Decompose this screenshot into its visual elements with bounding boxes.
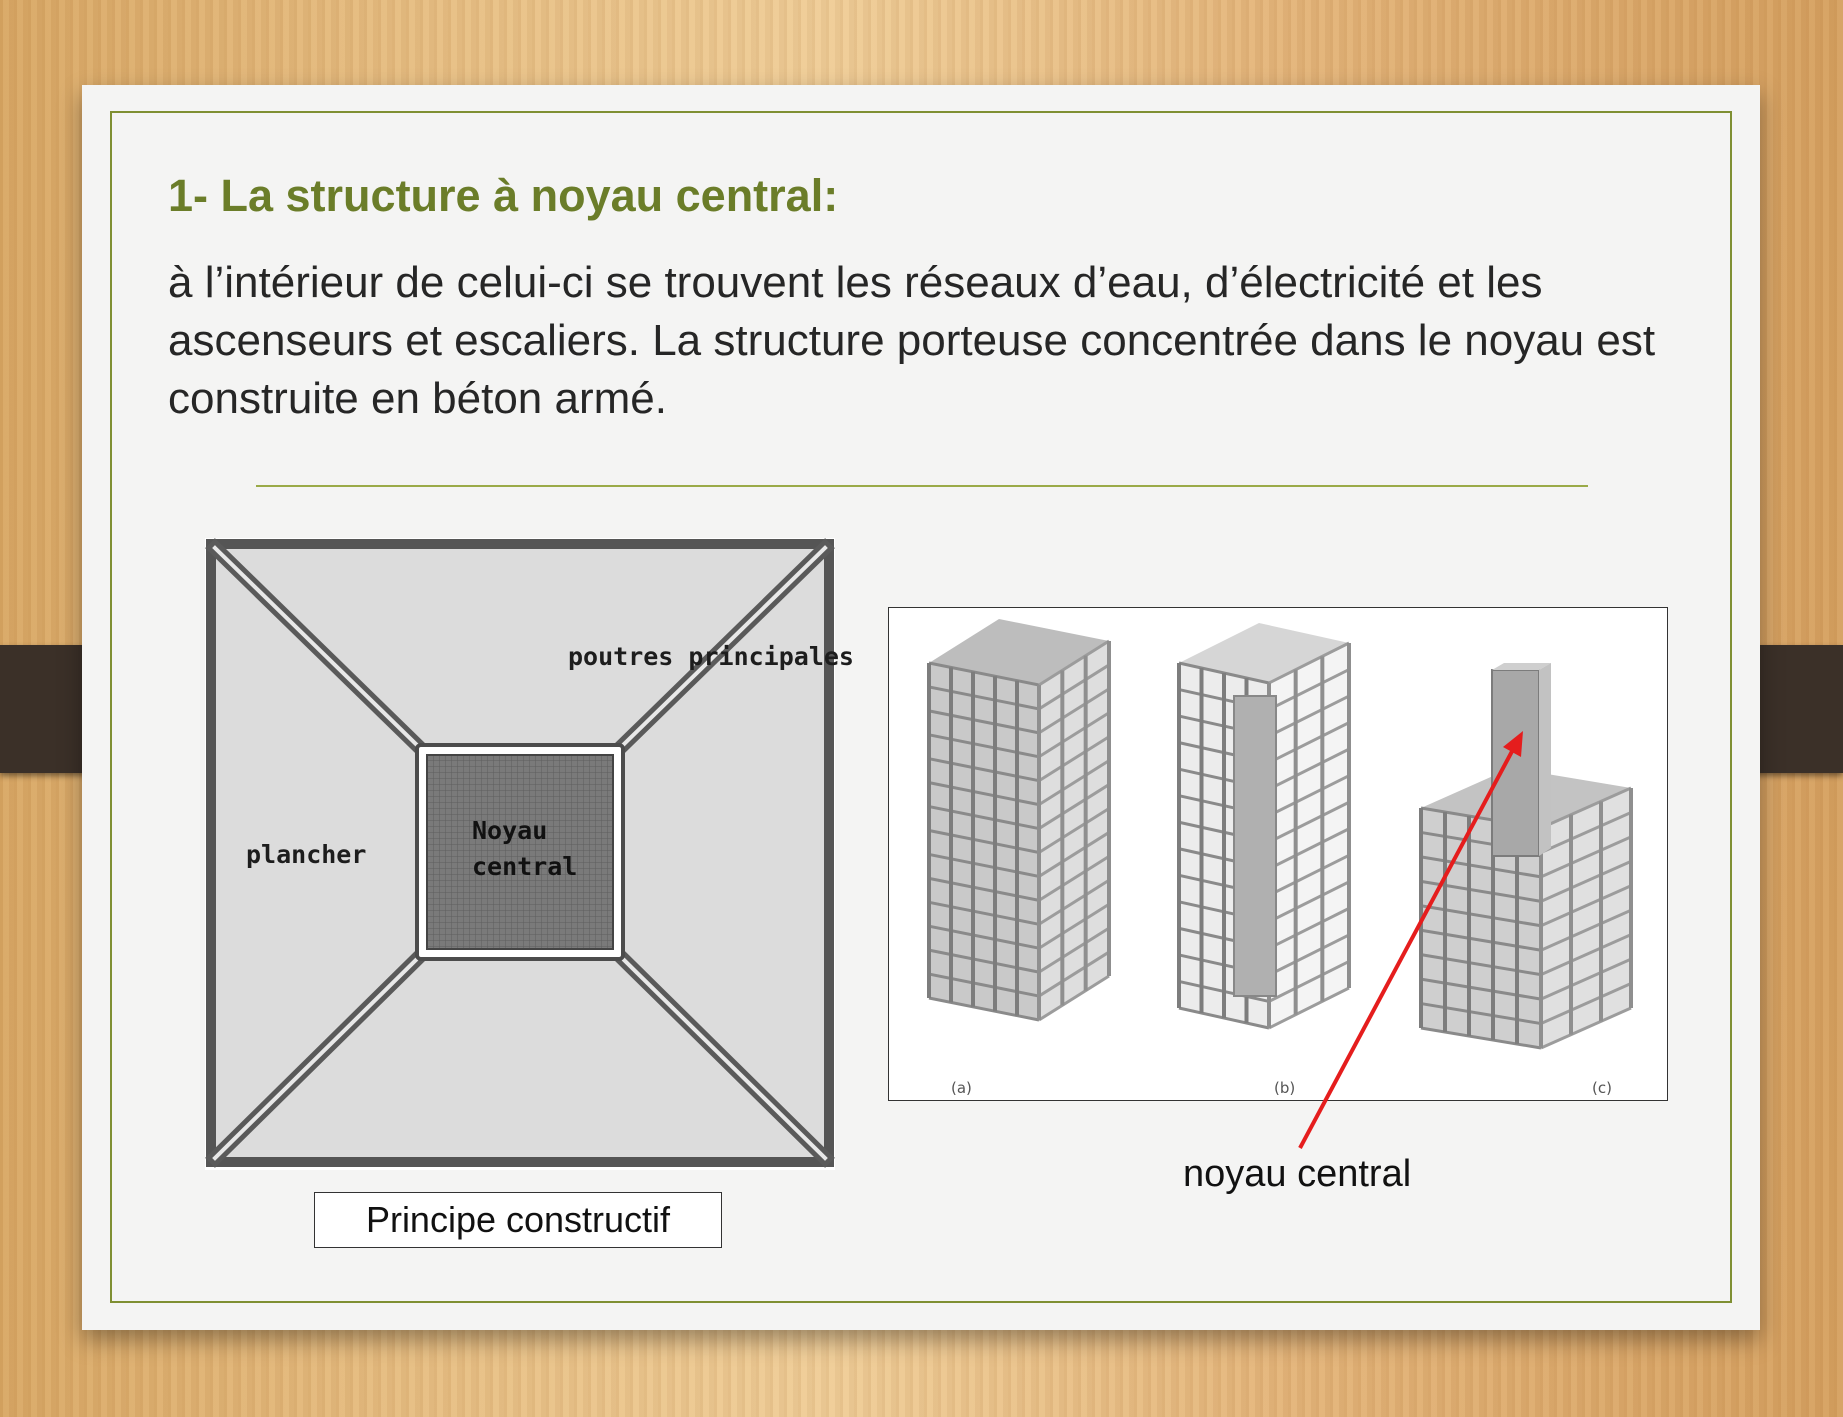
divider-rule (256, 485, 1588, 487)
panel-label-a: (a) (951, 1079, 972, 1097)
plan-caption: Principe constructif (314, 1192, 722, 1248)
floor-label: plancher (246, 840, 367, 869)
central-core-c-side (1539, 663, 1551, 856)
panel-label-c: (c) (1592, 1079, 1612, 1097)
core-wall-b (1234, 696, 1276, 996)
core-label-line1: Noyau (472, 816, 548, 845)
slide-body-text: à l’intérieur de celui-ci se trouvent les réseaux d’eau, d’électricité et les ascenseurs et escaliers. La structure porteuse concentrée dans le noyau est construite en béton armé. (168, 258, 1656, 423)
core-annotation-label: noyau central (1183, 1153, 1412, 1195)
core-label-line2: central (472, 852, 578, 881)
building-structure-figure (888, 607, 1668, 1101)
beams-label: poutres principales (568, 642, 854, 671)
floor-plan-diagram (205, 538, 854, 1170)
building-a (929, 619, 1109, 1020)
building-illustrations (889, 608, 1667, 1100)
slide-title: 1- La structure à noyau central: (168, 170, 839, 221)
panel-label-b: (b) (1274, 1079, 1296, 1097)
central-core-c (1492, 670, 1539, 856)
